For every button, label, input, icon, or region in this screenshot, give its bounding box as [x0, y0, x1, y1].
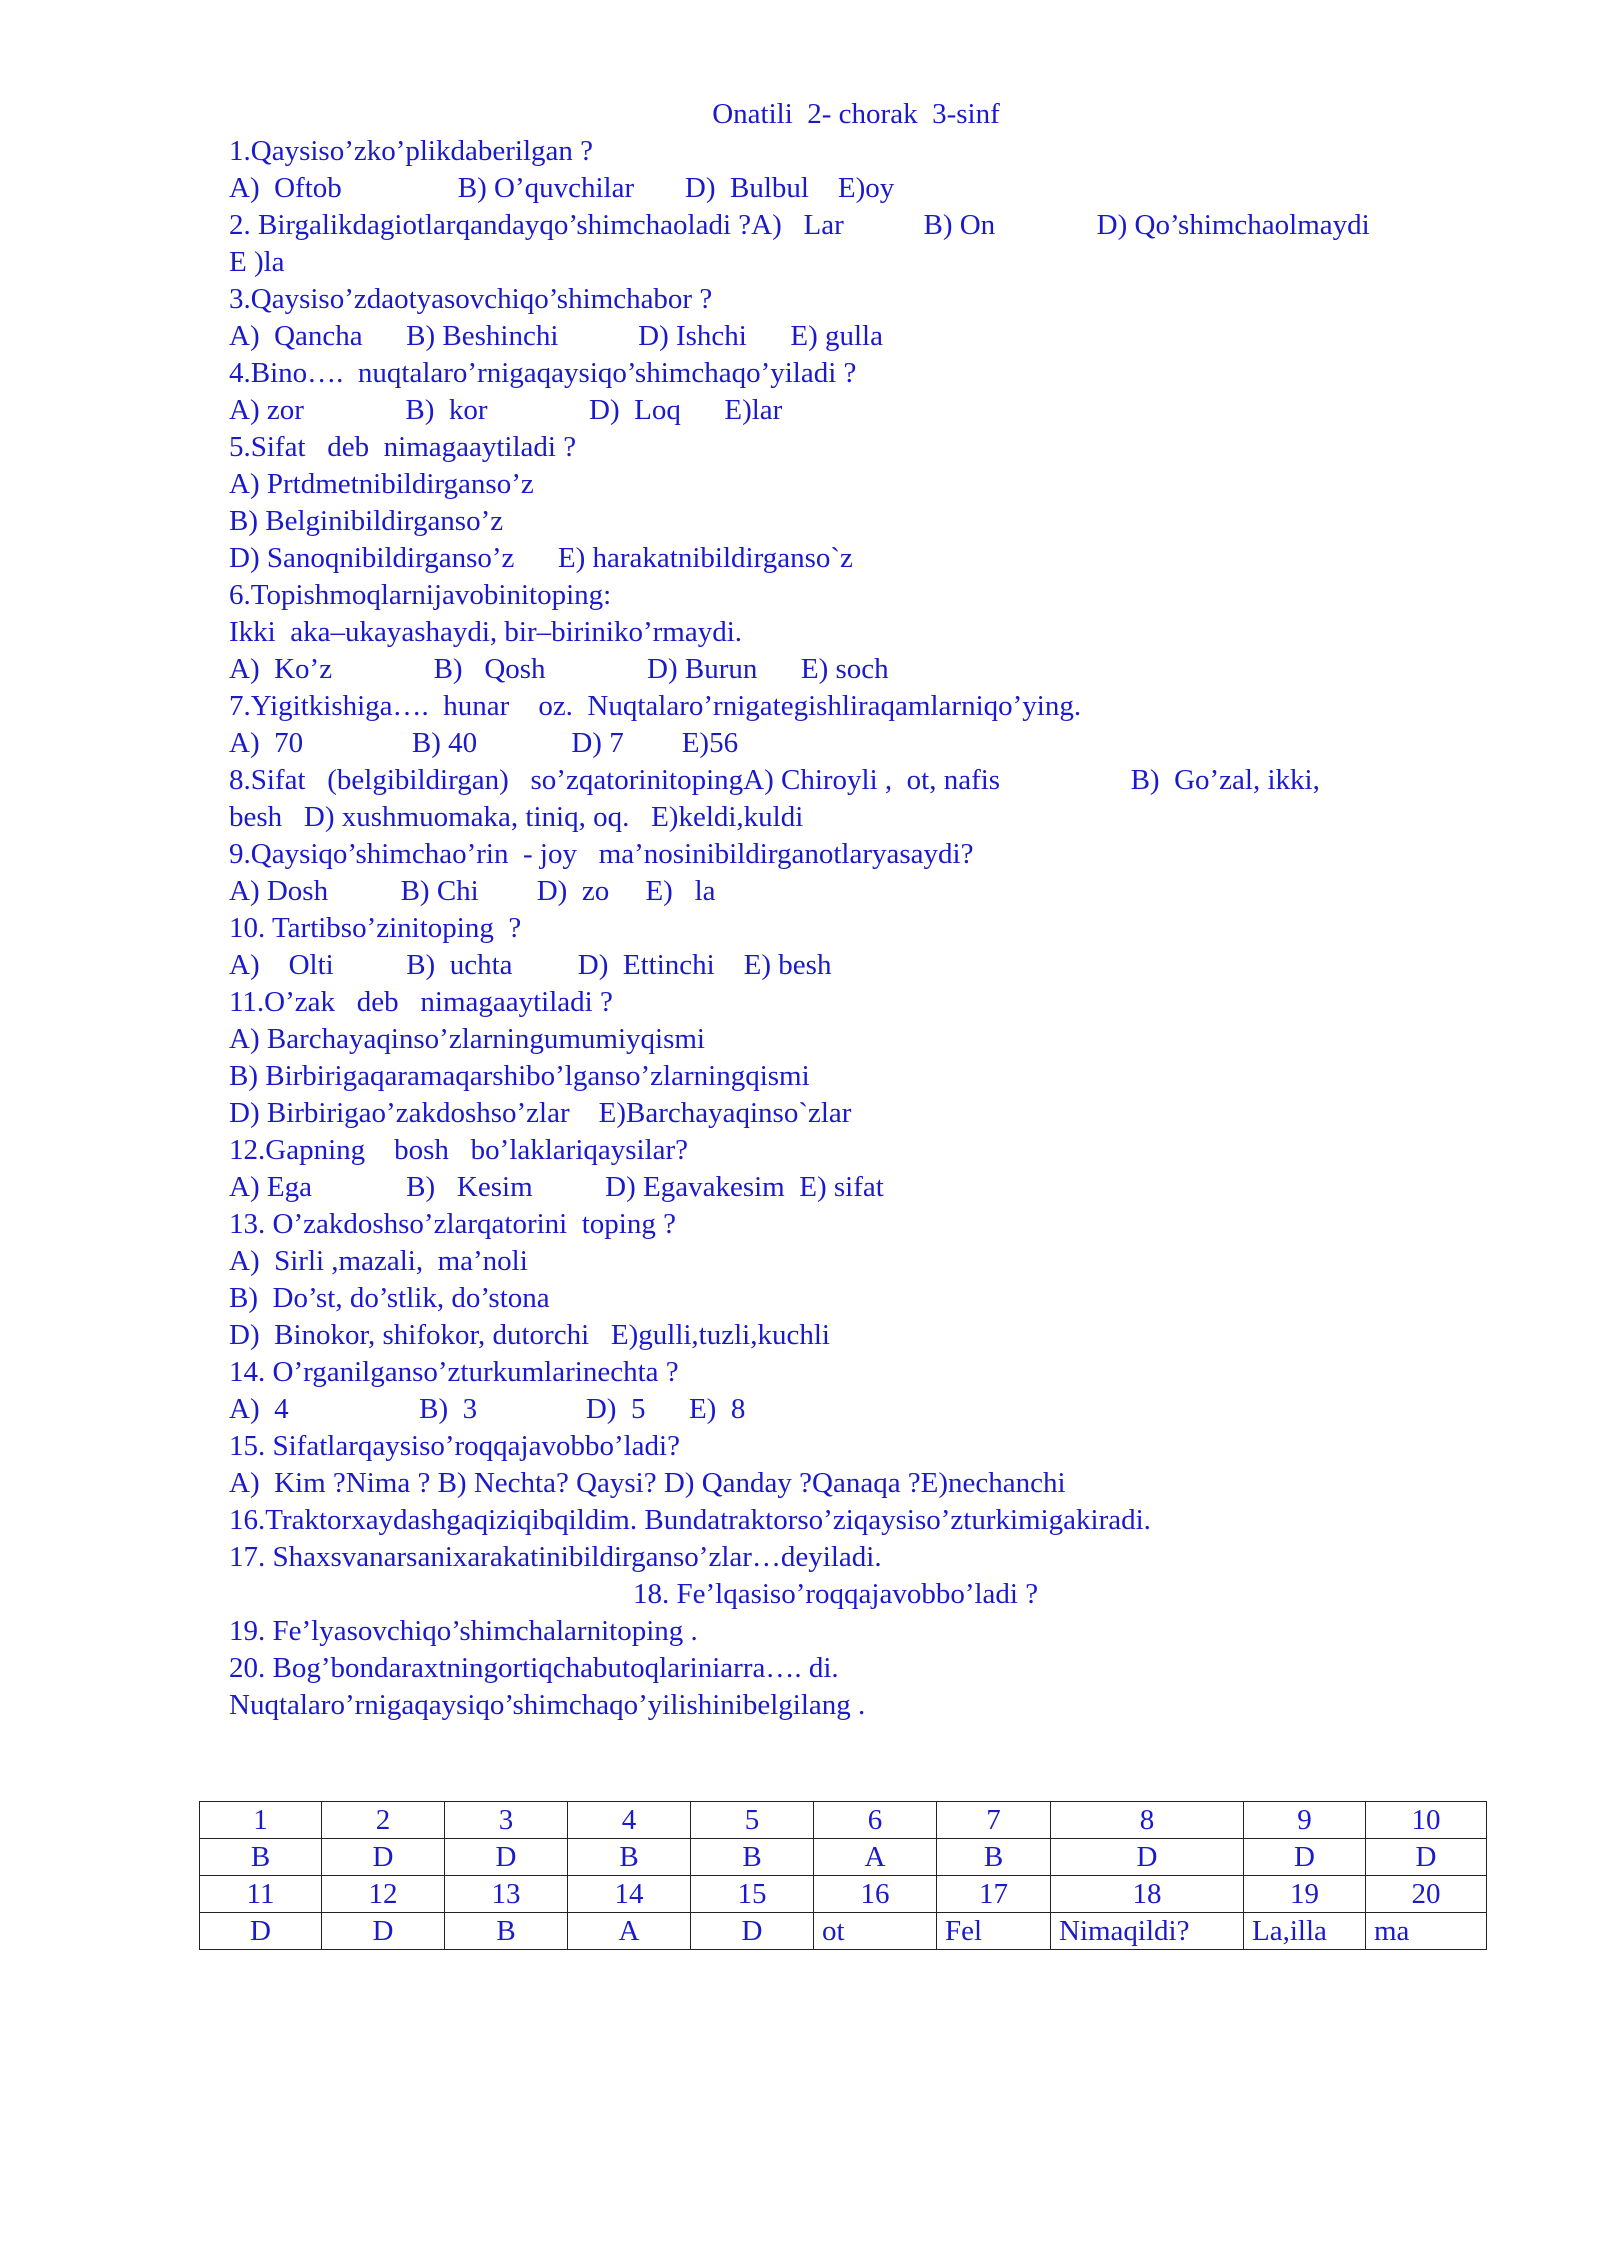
table-cell: Nimaqildi? [1051, 1913, 1244, 1950]
options-line: B) Do’st, do’stlik, do’stona [229, 1282, 550, 1314]
table-cell: 3 [445, 1802, 568, 1839]
question-line: 18. Fe’lqasiso’roqqajavobbo’ladi ? [633, 1578, 1039, 1610]
table-cell: 6 [814, 1802, 937, 1839]
table-cell: B [445, 1913, 568, 1950]
table-cell: B [568, 1839, 691, 1876]
options-line: A) Ega B) Kesim D) Egavakesim E) sifat [229, 1171, 884, 1203]
answer-key-row [200, 1913, 1487, 1950]
table-cell: 1 [200, 1802, 322, 1839]
table-cell: 19 [1244, 1876, 1366, 1913]
options-line: A) Oftob B) O’quvchilar D) Bulbul E)oy [229, 172, 895, 204]
table-cell: D [322, 1913, 445, 1950]
table-cell: 4 [568, 1802, 691, 1839]
question-line: Nuqtalaro’rnigaqaysiqo’shimchaqo’yilishinibelgilang . [229, 1689, 866, 1721]
options-line: A) 4 B) 3 D) 5 E) 8 [229, 1393, 746, 1425]
options-line: D) Birbirigao’zakdoshso’zlar E)Barchayaqinso`zlar [229, 1097, 852, 1129]
table-cell: B [691, 1839, 814, 1876]
options-line: B) Birbirigaqaramaqarshibo’lganso’zlarningqismi [229, 1060, 810, 1092]
table-cell: D [1244, 1839, 1366, 1876]
table-cell: B [937, 1839, 1051, 1876]
question-line: 11.O’zak deb nimagaaytiladi ? [229, 986, 613, 1018]
question-line: 14. O’rganilganso’zturkumlarinechta ? [229, 1356, 679, 1388]
table-cell: 8 [1051, 1802, 1244, 1839]
table-cell: D [445, 1839, 568, 1876]
answer-key-table [199, 1801, 1487, 1950]
table-cell: D [1366, 1839, 1487, 1876]
table-cell: 20 [1366, 1876, 1487, 1913]
table-cell: 12 [322, 1876, 445, 1913]
question-line: 13. O’zakdoshso’zlarqatorini toping ? [229, 1208, 676, 1240]
table-cell: ma [1366, 1913, 1487, 1950]
options-line: B) Belginibildirganso’z [229, 505, 504, 537]
table-cell: Fel [937, 1913, 1051, 1950]
table-cell: D [1051, 1839, 1244, 1876]
table-cell: ot [814, 1913, 937, 1950]
table-cell: 10 [1366, 1802, 1487, 1839]
table-cell: 16 [814, 1876, 937, 1913]
options-line: besh D) xushmuomaka, tiniq, oq. E)keldi,kuldi [229, 801, 804, 833]
options-line: A) Olti B) uchta D) Ettinchi E) besh [229, 949, 832, 981]
answer-key-row [200, 1802, 1487, 1839]
question-line: 8.Sifat (belgibildirgan) so’zqatorinitopingA) Chiroyli , ot, nafis B) Go’zal, ikki, [229, 764, 1320, 796]
question-line: 4.Bino…. nuqtalaro’rnigaqaysiqo’shimchaqo’yiladi ? [229, 357, 857, 389]
table-cell: 7 [937, 1802, 1051, 1839]
options-line: E )la [229, 246, 285, 278]
options-line: A) Dosh B) Chi D) zo E) la [229, 875, 716, 907]
page-title: Onatili 2- chorak 3-sinf [712, 98, 1000, 130]
table-cell: 14 [568, 1876, 691, 1913]
options-line: D) Sanoqnibildirganso’z E) harakatnibildirganso`z [229, 542, 853, 574]
question-line: 9.Qaysiqo’shimchao’rin - joy ma’nosinibildirganotlaryasaydi? [229, 838, 974, 870]
answer-key-row [200, 1839, 1487, 1876]
question-line: 15. Sifatlarqaysiso’roqqajavobbo’ladi? [229, 1430, 680, 1462]
table-cell: B [200, 1839, 322, 1876]
table-cell: A [568, 1913, 691, 1950]
question-line: 6.Topishmoqlarnijavobinitoping: [229, 579, 612, 611]
question-line: Ikki aka–ukayashaydi, bir–biriniko’rmaydi. [229, 616, 743, 648]
table-cell: D [691, 1913, 814, 1950]
options-line: D) Binokor, shifokor, dutorchi E)gulli,tuzli,kuchli [229, 1319, 830, 1351]
options-line: A) 70 B) 40 D) 7 E)56 [229, 727, 739, 759]
question-line: 1.Qaysiso’zko’plikdaberilgan ? [229, 135, 594, 167]
options-line: A) Sirli ,mazali, ma’noli [229, 1245, 528, 1277]
question-line: 17. Shaxsvanarsanixarakatinibildirganso’zlar…deyiladi. [229, 1541, 882, 1573]
options-line: A) Kim ?Nima ? B) Nechta? Qaysi? D) Qanday ?Qanaqa ?E)nechanchi [229, 1467, 1066, 1499]
question-line: 19. Fe’lyasovchiqo’shimchalarnitoping . [229, 1615, 698, 1647]
question-line: 3.Qaysiso’zdaotyasovchiqo’shimchabor ? [229, 283, 713, 315]
table-cell: 11 [200, 1876, 322, 1913]
table-cell: 9 [1244, 1802, 1366, 1839]
options-line: A) Ko’z B) Qosh D) Burun E) soch [229, 653, 889, 685]
question-line: 10. Tartibso’zinitoping ? [229, 912, 522, 944]
options-line: A) Barchayaqinso’zlarningumumiyqismi [229, 1023, 705, 1055]
table-cell: La,illa [1244, 1913, 1366, 1950]
table-cell: 5 [691, 1802, 814, 1839]
table-cell: 13 [445, 1876, 568, 1913]
answer-key-row [200, 1876, 1487, 1913]
options-line: A) zor B) kor D) Loq E)lar [229, 394, 783, 426]
table-cell: 15 [691, 1876, 814, 1913]
question-line: 2. Birgalikdagiotlarqandayqo’shimchaoladi ?A) Lar B) On D) Qo’shimchaolmaydi [229, 209, 1370, 241]
table-cell: D [200, 1913, 322, 1950]
table-cell: 18 [1051, 1876, 1244, 1913]
table-cell: D [322, 1839, 445, 1876]
question-line: 5.Sifat deb nimagaaytiladi ? [229, 431, 577, 463]
table-cell: A [814, 1839, 937, 1876]
table-cell: 2 [322, 1802, 445, 1839]
options-line: A) Prtdmetnibildirganso’z [229, 468, 534, 500]
options-line: A) Qancha B) Beshinchi D) Ishchi E) gulla [229, 320, 883, 352]
question-line: 12.Gapning bosh bo’laklariqaysilar? [229, 1134, 689, 1166]
question-line: 20. Bog’bondaraxtningortiqchabutoqlariniarra…. di. [229, 1652, 839, 1684]
table-cell: 17 [937, 1876, 1051, 1913]
question-line: 16.Traktorxaydashgaqiziqibqildim. Bundatraktorso’ziqaysiso’zturkimigakiradi. [229, 1504, 1151, 1536]
question-line: 7.Yigitkishiga…. hunar oz. Nuqtalaro’rnigategishliraqamlarniqo’ying. [229, 690, 1082, 722]
